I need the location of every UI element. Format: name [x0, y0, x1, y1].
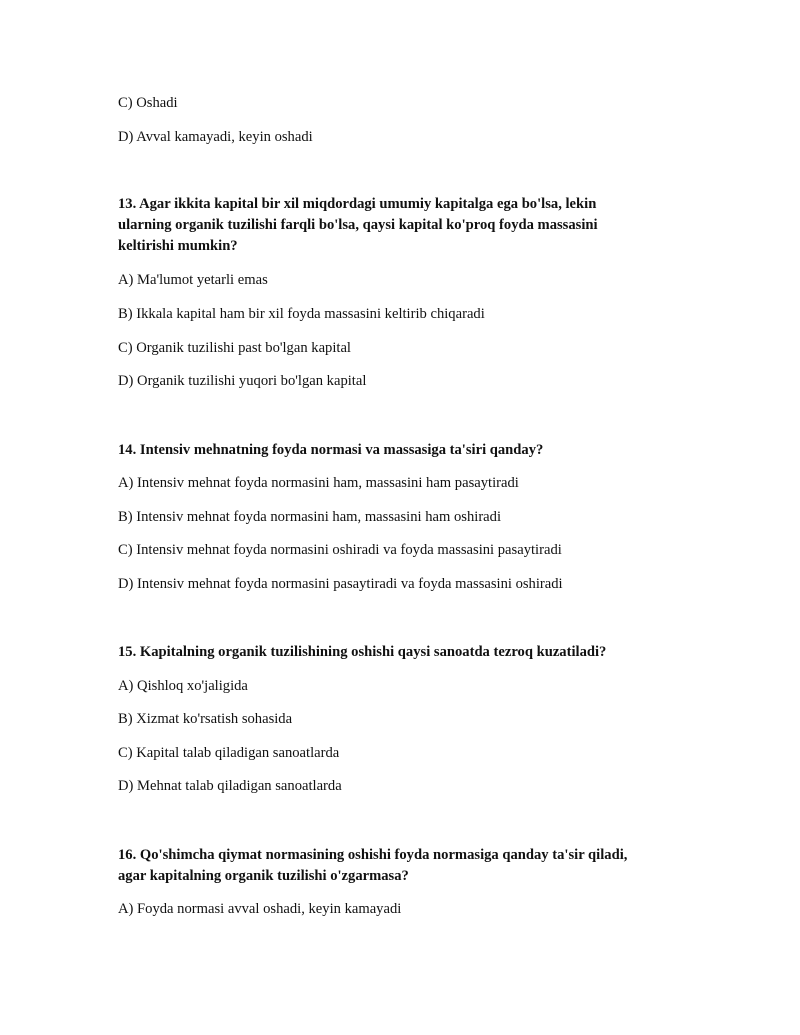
- question-14-option-c: C) Intensiv mehnat foyda normasini oshiradi va foyda massasini pasaytiradi: [118, 542, 562, 558]
- question-14-option-a: A) Intensiv mehnat foyda normasini ham, massasini ham pasaytiradi: [118, 475, 519, 491]
- question-14-option-d: D) Intensiv mehnat foyda normasini pasaytiradi va foyda massasini oshiradi: [118, 576, 563, 592]
- question-13-option-b: B) Ikkala kapital ham bir xil foyda massasini keltirib chiqaradi: [118, 306, 485, 322]
- question-14-option-b: B) Intensiv mehnat foyda normasini ham, massasini ham oshiradi: [118, 509, 502, 525]
- question-13-line-1: 13. Agar ikkita kapital bir xil miqdordagi umumiy kapitalga ega bo'lsa, lekin: [118, 196, 597, 212]
- question-15-option-c: C) Kapital talab qiladigan sanoatlarda: [118, 745, 340, 761]
- question-15-option-a: A) Qishloq xo'jaligida: [118, 678, 248, 694]
- question-16-line-2: agar kapitalning organik tuzilishi o'zgarmasa?: [118, 868, 409, 884]
- question-13-line-3: keltirishi mumkin?: [118, 238, 238, 254]
- question-14: 14. Intensiv mehnatning foyda normasi va massasiga ta'siri qanday?: [118, 442, 544, 458]
- question-13-option-d: D) Organik tuzilishi yuqori bo'lgan kapital: [118, 373, 367, 389]
- question-16-option-a: A) Foyda normasi avval oshadi, keyin kamayadi: [118, 901, 402, 917]
- answer-option-d: D) Avval kamayadi, keyin oshadi: [118, 129, 313, 145]
- question-13-line-2: ularning organik tuzilishi farqli bo'lsa, qaysi kapital ko'proq foyda massasini: [118, 217, 598, 233]
- question-15: 15. Kapitalning organik tuzilishining oshishi qaysi sanoatda tezroq kuzatiladi?: [118, 644, 607, 660]
- question-16-line-1: 16. Qo'shimcha qiymat normasining oshishi foyda normasiga qanday ta'sir qiladi,: [118, 847, 628, 863]
- question-13-option-a: A) Ma'lumot yetarli emas: [118, 272, 268, 288]
- question-13-option-c: C) Organik tuzilishi past bo'lgan kapital: [118, 340, 351, 356]
- answer-option-c: C) Oshadi: [118, 95, 178, 111]
- question-15-option-b: B) Xizmat ko'rsatish sohasida: [118, 711, 293, 727]
- question-15-option-d: D) Mehnat talab qiladigan sanoatlarda: [118, 778, 342, 794]
